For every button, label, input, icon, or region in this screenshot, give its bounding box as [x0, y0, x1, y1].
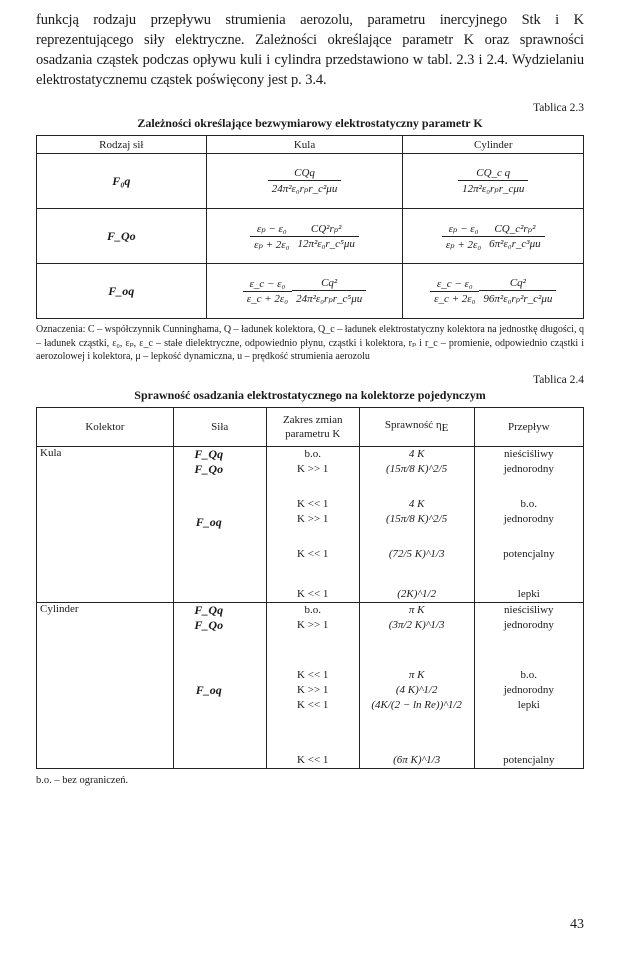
- intro-paragraph: funkcją rodzaju przepływu strumienia aerozolu, parametru inercyjnego Stk i K reprezentującego siły elektryczne. Zależności określające parametr K oraz sprawności osadzania cząstek podczas opływu kuli i cylindra przedstawiono w tabl. 2.3 i 2.4. Wydzielaniu elektrostatycznemu cząstek poświęcony jest p. 3.4.: [36, 12, 584, 88]
- table1-note: Oznaczenia: C – współczynnik Cunninghama, Q – ładunek kolektora, Q_c – ładunek elektrostatyczny kolektora na jednostkę długości, q – ładunek cząstki, ε₀, εₚ, ε_c – stałe dielektryczne, odpowiednio płynu, cząstki i kolektora, rₚ i r_c – promienie, odpowiednio cząstki i aerozolowej i kolektora, μ – lepkość dynamiczna, u – prędkość strumienia aerozolu: [36, 324, 584, 362]
- table-row: [37, 264, 584, 319]
- table1-number: Tablica 2.3: [533, 102, 584, 114]
- formula-expression: $\frac{\text{εₚ − ε₀}}{\text{εₚ + 2ε₀}}$ $\frac{\text{CQ\_c²rₚ²}}{\text{6π²ε₀r\_c³μu}}$: [442, 222, 545, 251]
- header-przeplyw: Przepływ: [474, 407, 583, 446]
- collector-name: Cylinder: [37, 602, 174, 768]
- header-rodzaj-sil: Rodzaj sił: [37, 136, 207, 154]
- table2-footnote: b.o. – bez ograniczeń.: [36, 774, 129, 786]
- page-number: 43: [570, 917, 584, 932]
- range-cell: b.o. K >> 1 K << 1 K >> 1 K << 1 K << 1: [266, 602, 359, 768]
- table-2-3: [36, 135, 584, 319]
- flow-cell: nieściśliwy jednorodny b.o. jednorodny potencjalny lepki: [474, 446, 583, 602]
- formula-expression: $\frac{\text{ε\_c − ε₀}}{\text{ε\_c + 2ε₀}}$ $\frac{\text{Cq²}}{\text{96π²ε₀rₚ²r\_c²μu}}$: [430, 277, 556, 305]
- header-cylinder: Cylinder: [403, 136, 584, 154]
- force-symbol: F_Qo: [106, 228, 136, 243]
- page: [36, 10, 584, 786]
- table-row-cylinder: [37, 602, 584, 768]
- formula-expression: $\frac{\text{ε\_c − ε₀}}{\text{ε\_c + 2ε₀}}$ $\frac{\text{Cq²}}{\text{24π²ε₀rₚr\_c⁵μu}}$: [243, 277, 366, 305]
- efficiency-cell: π K (3π/2 K)^1/3 π K (4 K)^1/2 (4K/(2 − ln Re))^1/2 (6π K)^1/3: [359, 602, 474, 768]
- efficiency-cell: 4 K (15π/8 K)^2/5 4 K (15π/8 K)^2/5 (72/5 K)^1/3 (2K)^1/2: [359, 446, 474, 602]
- table2-title: Sprawność osadzania elektrostatycznego na kolektorze pojedynczym: [134, 387, 486, 402]
- table1-title: Zależności określające bezwymiarowy elektrostatyczny parametr K: [137, 116, 483, 130]
- force-symbol: F₀q: [112, 173, 131, 188]
- header-sila: Siła: [173, 407, 266, 446]
- range-cell: b.o. K >> 1 K << 1 K >> 1 K << 1 K << 1: [266, 446, 359, 602]
- table-row: [37, 154, 584, 209]
- flow-cell: nieściśliwy jednorodny b.o. jednorodny lepki potencjalny: [474, 602, 583, 768]
- force-cell: F_Qq F_Qo F_oq: [173, 602, 266, 768]
- header-zakres: Zakres zmian parametru K: [266, 407, 359, 446]
- force-cell: F_Qq F_Qo F_oq: [173, 446, 266, 602]
- header-kula: Kula: [206, 136, 403, 154]
- table2-number: Tablica 2.4: [533, 373, 584, 386]
- formula-fraction: $\frac{\text{CQ\_c q}}{\text{12π²ε₀rₚr\_cμu}}$: [458, 167, 528, 195]
- table-row: [37, 209, 584, 264]
- force-symbol: F_oq: [108, 283, 135, 298]
- table-row-kula: [37, 446, 584, 602]
- formula-expression: $\frac{\text{εₚ − ε₀}}{\text{εₚ + 2ε₀}}$ $\frac{\text{CQ²rₚ²}}{\text{12π²ε₀r\_c⁵μu}}$: [250, 222, 359, 251]
- collector-name: Kula: [37, 446, 174, 602]
- header-kolektor: Kolektor: [37, 407, 174, 446]
- header-sprawnosc: Sprawność $\eta_E$: [359, 407, 474, 446]
- table-2-4: [36, 407, 584, 769]
- formula-fraction: $\frac{\text{CQq}}{\text{24π²ε₀rₚr\_c²μu}}$: [268, 167, 342, 195]
